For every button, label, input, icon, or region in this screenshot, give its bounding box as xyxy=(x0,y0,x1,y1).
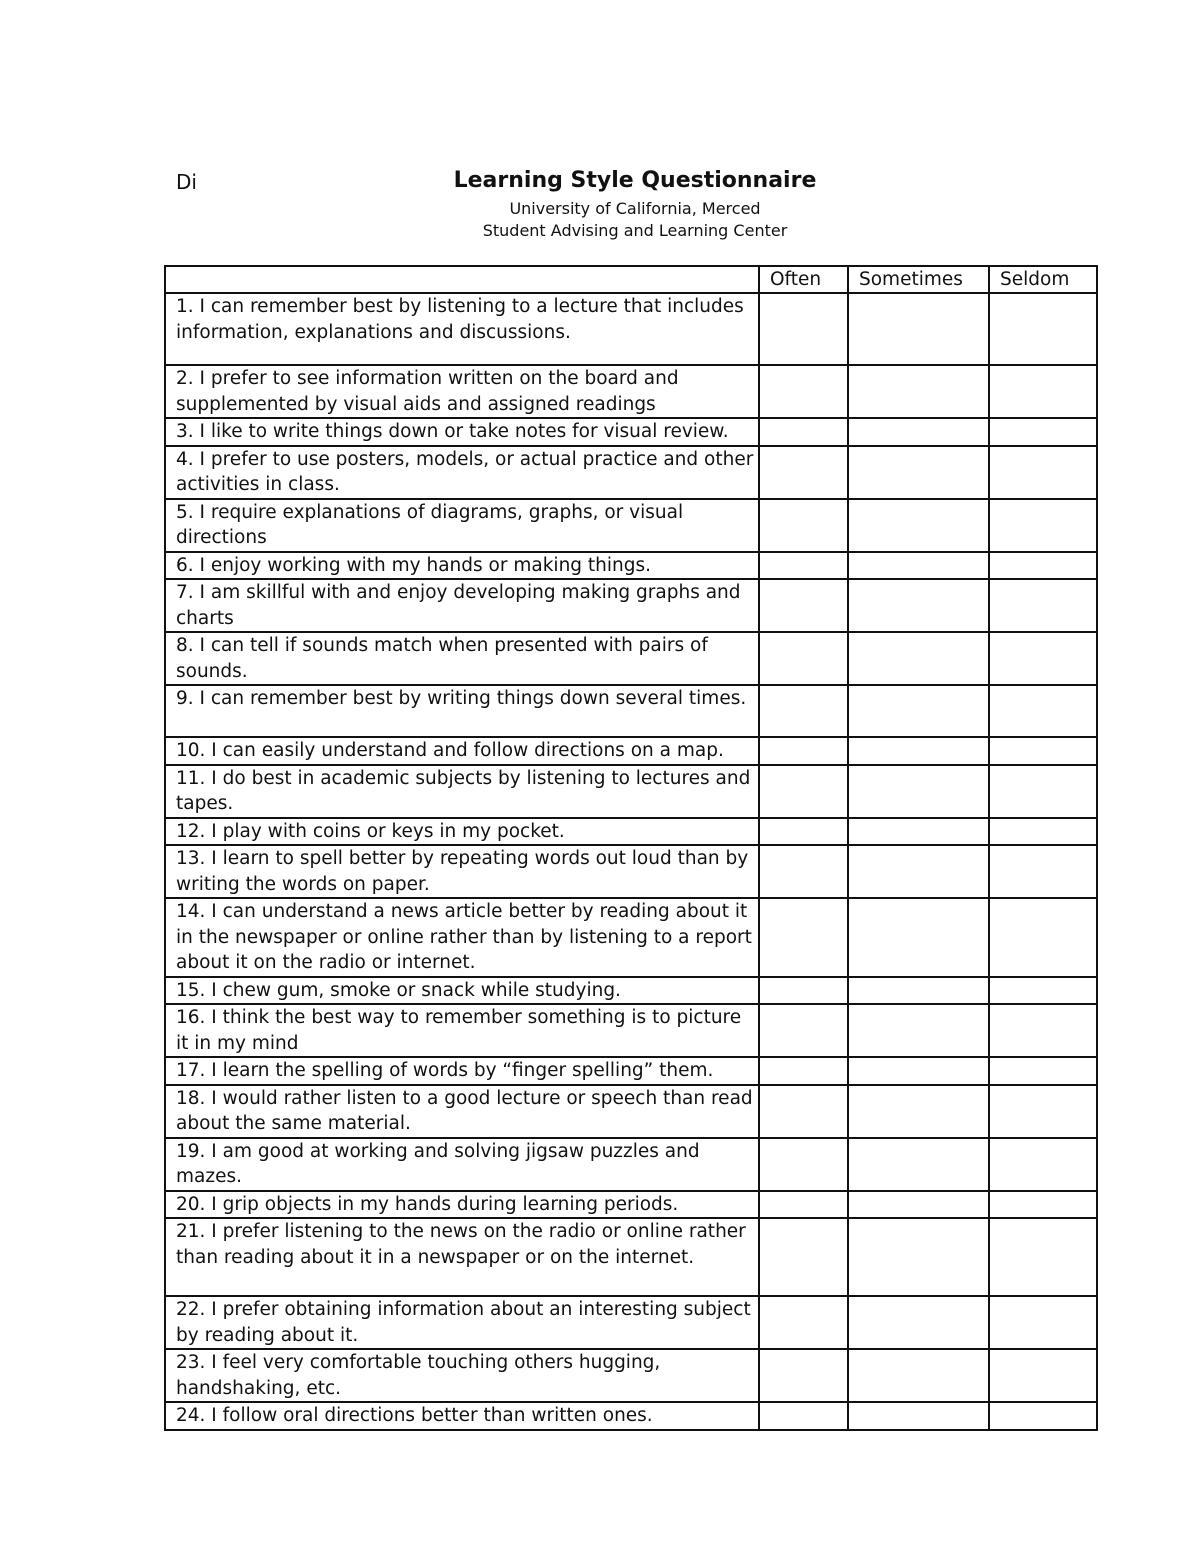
seldom-cell[interactable] xyxy=(989,737,1097,765)
often-cell[interactable] xyxy=(759,1138,848,1191)
table-row xyxy=(165,737,1097,765)
question-text: 15. I chew gum, smoke or snack while studying. xyxy=(165,977,759,1005)
often-cell[interactable] xyxy=(759,1218,848,1296)
often-cell[interactable] xyxy=(759,1296,848,1349)
often-cell[interactable] xyxy=(759,898,848,977)
sometimes-cell[interactable] xyxy=(848,1349,989,1402)
often-cell[interactable] xyxy=(759,446,848,499)
seldom-cell[interactable] xyxy=(989,365,1097,418)
question-text: 16. I think the best way to remember something is to picture it in my mind xyxy=(165,1004,759,1057)
seldom-cell[interactable] xyxy=(989,898,1097,977)
question-text: 24. I follow oral directions better than written ones. xyxy=(165,1402,759,1430)
table-row xyxy=(165,818,1097,846)
table-row xyxy=(165,418,1097,446)
seldom-cell[interactable] xyxy=(989,845,1097,898)
often-cell[interactable] xyxy=(759,1057,848,1085)
often-cell[interactable] xyxy=(759,1004,848,1057)
often-cell[interactable] xyxy=(759,365,848,418)
often-cell[interactable] xyxy=(759,685,848,737)
sometimes-cell[interactable] xyxy=(848,685,989,737)
sometimes-cell[interactable] xyxy=(848,1218,989,1296)
table-row xyxy=(165,446,1097,499)
seldom-cell[interactable] xyxy=(989,446,1097,499)
sometimes-cell[interactable] xyxy=(848,1191,989,1219)
sometimes-cell[interactable] xyxy=(848,765,989,818)
often-cell[interactable] xyxy=(759,293,848,365)
table-row xyxy=(165,1085,1097,1138)
header-often: Often xyxy=(759,266,848,293)
often-cell[interactable] xyxy=(759,1349,848,1402)
question-text: 12. I play with coins or keys in my pocket. xyxy=(165,818,759,846)
sometimes-cell[interactable] xyxy=(848,293,989,365)
seldom-cell[interactable] xyxy=(989,1004,1097,1057)
seldom-cell[interactable] xyxy=(989,977,1097,1005)
table-row xyxy=(165,499,1097,552)
question-text: 7. I am skillful with and enjoy developing making graphs and charts xyxy=(165,579,759,632)
seldom-cell[interactable] xyxy=(989,1085,1097,1138)
sometimes-cell[interactable] xyxy=(848,418,989,446)
seldom-cell[interactable] xyxy=(989,818,1097,846)
seldom-cell[interactable] xyxy=(989,552,1097,580)
often-cell[interactable] xyxy=(759,579,848,632)
sometimes-cell[interactable] xyxy=(848,632,989,685)
subtitle-university: University of California, Merced xyxy=(509,199,761,218)
often-cell[interactable] xyxy=(759,1085,848,1138)
question-text: 17. I learn the spelling of words by “finger spelling” them. xyxy=(165,1057,759,1085)
question-text: 9. I can remember best by writing things down several times. xyxy=(165,685,759,737)
table-row xyxy=(165,1138,1097,1191)
question-text: 2. I prefer to see information written on the board and supplemented by visual aids and assigned readings xyxy=(165,365,759,418)
seldom-cell[interactable] xyxy=(989,579,1097,632)
seldom-cell[interactable] xyxy=(989,1218,1097,1296)
sometimes-cell[interactable] xyxy=(848,898,989,977)
often-cell[interactable] xyxy=(759,845,848,898)
sometimes-cell[interactable] xyxy=(848,1057,989,1085)
seldom-cell[interactable] xyxy=(989,1138,1097,1191)
often-cell[interactable] xyxy=(759,499,848,552)
often-cell[interactable] xyxy=(759,818,848,846)
header-seldom: Seldom xyxy=(989,266,1097,293)
often-cell[interactable] xyxy=(759,418,848,446)
question-text: 14. I can understand a news article better by reading about it in the newspaper or online rather than by listening to a report about it on the radio or internet. xyxy=(165,898,759,977)
often-cell[interactable] xyxy=(759,1402,848,1430)
table-row xyxy=(165,1057,1097,1085)
question-text: 8. I can tell if sounds match when presented with pairs of sounds. xyxy=(165,632,759,685)
sometimes-cell[interactable] xyxy=(848,818,989,846)
sometimes-cell[interactable] xyxy=(848,977,989,1005)
seldom-cell[interactable] xyxy=(989,765,1097,818)
question-text: 21. I prefer listening to the news on the radio or online rather than reading about it in a newspaper or on the internet. xyxy=(165,1218,759,1296)
question-text: 11. I do best in academic subjects by listening to lectures and tapes. xyxy=(165,765,759,818)
question-text: 13. I learn to spell better by repeating words out loud than by writing the words on paper. xyxy=(165,845,759,898)
header-row xyxy=(165,266,1097,293)
seldom-cell[interactable] xyxy=(989,632,1097,685)
header-question xyxy=(165,266,759,293)
table-row xyxy=(165,845,1097,898)
question-text: 6. I enjoy working with my hands or making things. xyxy=(165,552,759,580)
question-text: 5. I require explanations of diagrams, graphs, or visual directions xyxy=(165,499,759,552)
often-cell[interactable] xyxy=(759,977,848,1005)
corner-mark: Di xyxy=(176,170,197,194)
table-row xyxy=(165,1349,1097,1402)
questionnaire-table xyxy=(164,265,1098,1431)
sometimes-cell[interactable] xyxy=(848,1138,989,1191)
table-row xyxy=(165,1191,1097,1219)
header-sometimes: Sometimes xyxy=(848,266,989,293)
table-row xyxy=(165,365,1097,418)
question-text: 23. I feel very comfortable touching others hugging, handshaking, etc. xyxy=(165,1349,759,1402)
table-row xyxy=(165,552,1097,580)
seldom-cell[interactable] xyxy=(989,293,1097,365)
sometimes-cell[interactable] xyxy=(848,737,989,765)
seldom-cell[interactable] xyxy=(989,499,1097,552)
sometimes-cell[interactable] xyxy=(848,552,989,580)
table-row xyxy=(165,1218,1097,1296)
seldom-cell[interactable] xyxy=(989,1191,1097,1219)
table-row xyxy=(165,765,1097,818)
sometimes-cell[interactable] xyxy=(848,1085,989,1138)
question-text: 3. I like to write things down or take notes for visual review. xyxy=(165,418,759,446)
question-text: 18. I would rather listen to a good lecture or speech than read about the same material. xyxy=(165,1085,759,1138)
table-row xyxy=(165,1296,1097,1349)
sometimes-cell[interactable] xyxy=(848,1296,989,1349)
seldom-cell[interactable] xyxy=(989,1057,1097,1085)
often-cell[interactable] xyxy=(759,1191,848,1219)
question-text: 4. I prefer to use posters, models, or actual practice and other activities in class. xyxy=(165,446,759,499)
often-cell[interactable] xyxy=(759,552,848,580)
subtitle-center: Student Advising and Learning Center xyxy=(482,221,788,240)
table-row xyxy=(165,898,1097,977)
often-cell[interactable] xyxy=(759,737,848,765)
sometimes-cell[interactable] xyxy=(848,499,989,552)
seldom-cell[interactable] xyxy=(989,418,1097,446)
table-row xyxy=(165,685,1097,737)
question-text: 20. I grip objects in my hands during learning periods. xyxy=(165,1191,759,1219)
sometimes-cell[interactable] xyxy=(848,845,989,898)
sometimes-cell[interactable] xyxy=(848,1004,989,1057)
seldom-cell[interactable] xyxy=(989,1296,1097,1349)
table-row xyxy=(165,632,1097,685)
table-row xyxy=(165,1402,1097,1430)
sometimes-cell[interactable] xyxy=(848,579,989,632)
sometimes-cell[interactable] xyxy=(848,446,989,499)
often-cell[interactable] xyxy=(759,632,848,685)
table-row xyxy=(165,1004,1097,1057)
page-title: Learning Style Questionnaire xyxy=(453,168,817,193)
sometimes-cell[interactable] xyxy=(848,1402,989,1430)
table-row xyxy=(165,293,1097,365)
question-text: 19. I am good at working and solving jigsaw puzzles and mazes. xyxy=(165,1138,759,1191)
question-text: 10. I can easily understand and follow directions on a map. xyxy=(165,737,759,765)
sometimes-cell[interactable] xyxy=(848,365,989,418)
question-text: 22. I prefer obtaining information about an interesting subject by reading about it. xyxy=(165,1296,759,1349)
table-row xyxy=(165,977,1097,1005)
seldom-cell[interactable] xyxy=(989,1349,1097,1402)
often-cell[interactable] xyxy=(759,765,848,818)
question-text: 1. I can remember best by listening to a lecture that includes information, explanations and discussions. xyxy=(165,293,759,365)
table-row xyxy=(165,579,1097,632)
seldom-cell[interactable] xyxy=(989,685,1097,737)
seldom-cell[interactable] xyxy=(989,1402,1097,1430)
